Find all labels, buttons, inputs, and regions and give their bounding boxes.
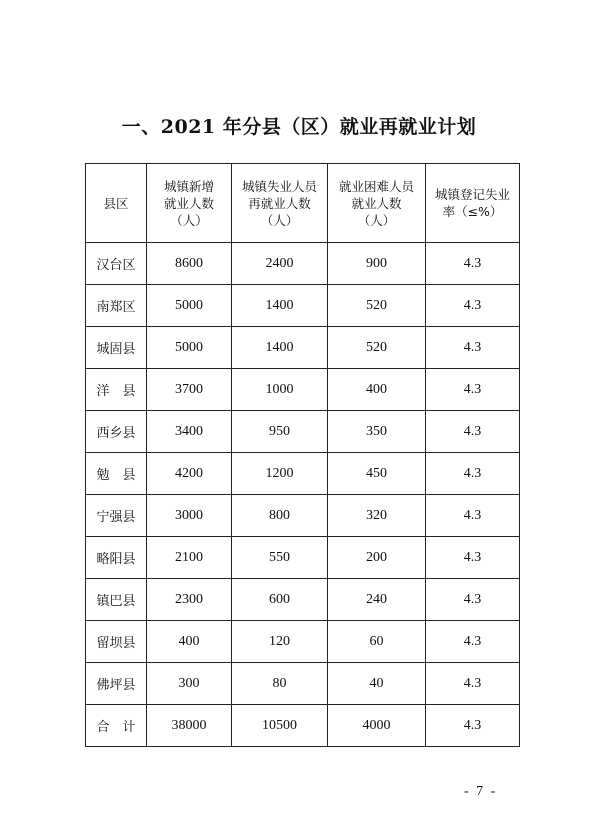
county-cell: 留坝县: [86, 621, 147, 663]
reemployment-cell: 950: [232, 411, 328, 453]
table-row: [86, 243, 520, 285]
unemployment-rate-cell: 4.3: [426, 285, 520, 327]
header-line: 城镇失业人员: [241, 178, 317, 194]
new-employment-cell: 3700: [147, 369, 232, 411]
difficulty-employment-cell: 520: [328, 327, 426, 369]
reemployment-cell: 1400: [232, 327, 328, 369]
header-line: 就业人数: [163, 195, 214, 211]
difficulty-employment-cell: 4000: [328, 705, 426, 747]
difficulty-employment-cell: 60: [328, 621, 426, 663]
county-cell: 洋 县: [86, 369, 147, 411]
reemployment-cell: 800: [232, 495, 328, 537]
county-cell: 镇巴县: [86, 579, 147, 621]
reemployment-cell: 550: [232, 537, 328, 579]
new-employment-cell: 5000: [147, 327, 232, 369]
county-cell: 南郑区: [86, 285, 147, 327]
page-title: 一、2021 年分县（区）就业再就业计划: [121, 116, 477, 138]
difficulty-employment-cell: 40: [328, 663, 426, 705]
header-line: 率（≤%）: [442, 204, 503, 219]
reemployment-cell: 10500: [232, 705, 328, 747]
header-line: （人）: [357, 212, 396, 228]
new-employment-cell: 2300: [147, 579, 232, 621]
table-row: [86, 495, 520, 537]
header-difficulty-employment: [328, 164, 426, 243]
county-cell: 汉台区: [86, 243, 147, 285]
table-row: [86, 537, 520, 579]
table-row: [86, 621, 520, 663]
county-cell: 宁强县: [86, 495, 147, 537]
difficulty-employment-cell: 240: [328, 579, 426, 621]
header-county: [86, 164, 147, 243]
unemployment-rate-cell: 4.3: [426, 411, 520, 453]
header-line: （人）: [170, 212, 208, 228]
new-employment-cell: 3000: [147, 495, 232, 537]
new-employment-cell: 3400: [147, 411, 232, 453]
new-employment-cell: 2100: [147, 537, 232, 579]
county-cell: 西乡县: [86, 411, 147, 453]
unemployment-rate-cell: 4.3: [426, 243, 520, 285]
difficulty-employment-cell: 350: [328, 411, 426, 453]
new-employment-cell: 300: [147, 663, 232, 705]
unemployment-rate-cell: 4.3: [426, 705, 520, 747]
header-line: 城镇登记失业: [434, 187, 510, 202]
new-employment-cell: 38000: [147, 705, 232, 747]
table-row: [86, 327, 520, 369]
county-cell: 略阳县: [86, 537, 147, 579]
unemployment-rate-cell: 4.3: [426, 621, 520, 663]
unemployment-rate-cell: 4.3: [426, 369, 520, 411]
header-line: 县区: [103, 195, 129, 211]
unemployment-rate-cell: 4.3: [426, 327, 520, 369]
new-employment-cell: 5000: [147, 285, 232, 327]
total-label-cell: 合 计: [86, 705, 147, 747]
employment-plan-table: [85, 163, 520, 747]
county-cell: 城固县: [86, 327, 147, 369]
header-line: 城镇新增: [163, 178, 214, 194]
unemployment-rate-cell: 4.3: [426, 579, 520, 621]
new-employment-cell: 8600: [147, 243, 232, 285]
reemployment-cell: 1400: [232, 285, 328, 327]
header-unemployed-reemployment: [232, 164, 328, 243]
new-employment-cell: 4200: [147, 453, 232, 495]
difficulty-employment-cell: 450: [328, 453, 426, 495]
table-header-row: [86, 164, 520, 243]
reemployment-cell: 600: [232, 579, 328, 621]
header-line: 就业困难人员: [338, 178, 414, 194]
reemployment-cell: 1000: [232, 369, 328, 411]
header-new-urban-employment: [147, 164, 232, 243]
county-cell: 勉 县: [86, 453, 147, 495]
unemployment-rate-cell: 4.3: [426, 495, 520, 537]
difficulty-employment-cell: 520: [328, 285, 426, 327]
table-total-row: [86, 705, 520, 747]
table-row: [86, 663, 520, 705]
header-registered-unemployment-rate: [426, 164, 520, 243]
difficulty-employment-cell: 200: [328, 537, 426, 579]
county-cell: 佛坪县: [86, 663, 147, 705]
difficulty-employment-cell: 400: [328, 369, 426, 411]
header-line: 就业人数: [351, 195, 402, 211]
reemployment-cell: 2400: [232, 243, 328, 285]
table-row: [86, 453, 520, 495]
unemployment-rate-cell: 4.3: [426, 663, 520, 705]
reemployment-cell: 80: [232, 663, 328, 705]
table-row: [86, 411, 520, 453]
reemployment-cell: 120: [232, 621, 328, 663]
table-row: [86, 285, 520, 327]
table-row: [86, 369, 520, 411]
new-employment-cell: 400: [147, 621, 232, 663]
unemployment-rate-cell: 4.3: [426, 453, 520, 495]
header-line: （人）: [260, 212, 299, 228]
page-number: - 7 -: [464, 784, 498, 799]
difficulty-employment-cell: 900: [328, 243, 426, 285]
table-row: [86, 579, 520, 621]
header-line: 再就业人数: [248, 195, 311, 211]
unemployment-rate-cell: 4.3: [426, 537, 520, 579]
difficulty-employment-cell: 320: [328, 495, 426, 537]
reemployment-cell: 1200: [232, 453, 328, 495]
